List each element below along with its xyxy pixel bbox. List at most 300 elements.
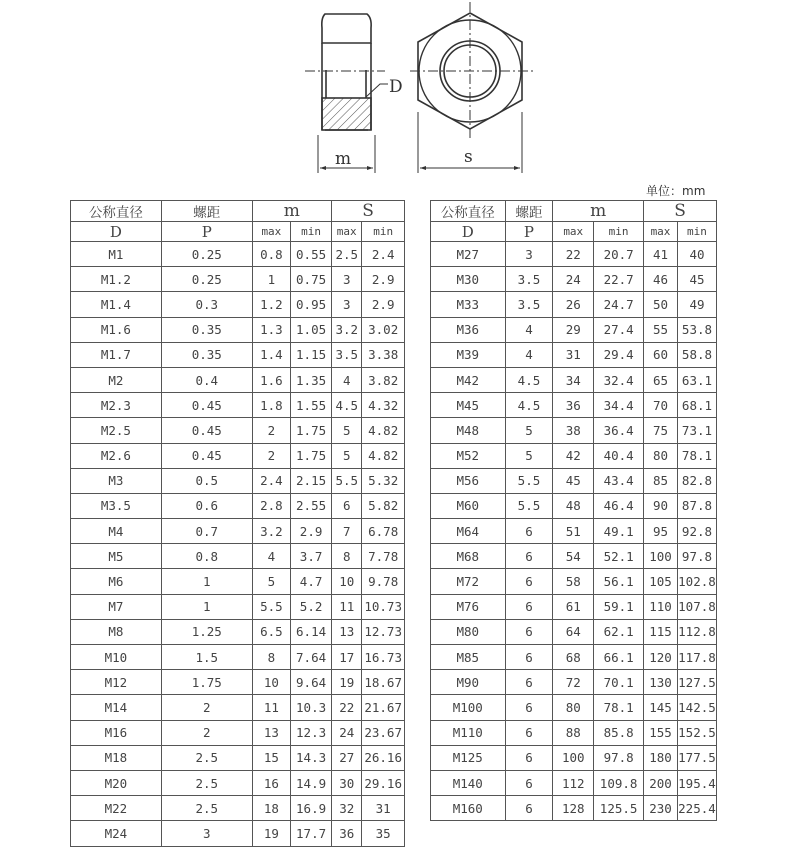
table-row: [431, 770, 717, 795]
header-s: S: [332, 201, 405, 222]
cell-s-min: 4.32: [362, 393, 405, 418]
table-row: [431, 745, 717, 770]
cell-m-max: 5.5: [252, 594, 290, 619]
cell-m-max: 31: [553, 342, 594, 367]
cell-s-max: 85: [644, 468, 678, 493]
label-s: s: [464, 147, 473, 167]
header-nominal-diameter: 公称直径: [431, 201, 506, 222]
table-row: [431, 519, 717, 544]
cell-s-min: 26.16: [362, 745, 405, 770]
table-row: [71, 594, 405, 619]
cell-pitch: 0.45: [161, 418, 252, 443]
cell-s-max: 2.5: [332, 242, 362, 267]
cell-m-max: 11: [252, 695, 290, 720]
hex-nut-drawing: [295, 0, 535, 178]
cell-diameter: M68: [431, 544, 506, 569]
cell-s-min: 2.9: [362, 292, 405, 317]
cell-s-min: 6.78: [362, 519, 405, 544]
cell-s-min: 5.32: [362, 468, 405, 493]
table-row: [431, 544, 717, 569]
table-row: [71, 821, 405, 846]
cell-s-min: 23.67: [362, 720, 405, 745]
table-row: [71, 519, 405, 544]
cell-pitch: 1.75: [161, 670, 252, 695]
cell-diameter: M85: [431, 645, 506, 670]
unit-label: 单位：mm: [646, 184, 706, 198]
cell-m-max: 54: [553, 544, 594, 569]
cell-m-min: 0.75: [291, 267, 332, 292]
cell-m-min: 2.15: [291, 468, 332, 493]
cell-m-min: 20.7: [594, 242, 644, 267]
cell-pitch: 4: [505, 317, 553, 342]
cell-s-max: 30: [332, 770, 362, 795]
cell-pitch: 0.35: [161, 317, 252, 342]
cell-s-max: 7: [332, 519, 362, 544]
cell-m-min: 1.35: [291, 367, 332, 392]
cell-m-max: 10: [252, 670, 290, 695]
table-row: [71, 292, 405, 317]
table-row: [71, 493, 405, 518]
cell-pitch: 1.25: [161, 619, 252, 644]
cell-m-min: 1.55: [291, 393, 332, 418]
cell-s-min: 10.73: [362, 594, 405, 619]
table-row: [431, 342, 717, 367]
table-row: [71, 393, 405, 418]
cell-m-min: 78.1: [594, 695, 644, 720]
cell-pitch: 3: [505, 242, 553, 267]
cell-m-max: 8: [252, 645, 290, 670]
cell-s-min: 49: [677, 292, 716, 317]
cell-m-max: 72: [553, 670, 594, 695]
cell-s-min: 3.82: [362, 367, 405, 392]
cell-m-min: 10.3: [291, 695, 332, 720]
cell-diameter: M7: [71, 594, 162, 619]
cell-pitch: 6: [505, 670, 553, 695]
spec-table-left: [70, 200, 405, 847]
cell-diameter: M8: [71, 619, 162, 644]
cell-s-max: 65: [644, 367, 678, 392]
cell-m-max: 18: [252, 796, 290, 821]
cell-s-max: 6: [332, 493, 362, 518]
cell-pitch: 4.5: [505, 367, 553, 392]
cell-s-min: 63.1: [677, 367, 716, 392]
cell-s-max: 50: [644, 292, 678, 317]
table-row: [431, 418, 717, 443]
cell-s-min: 152.5: [677, 720, 716, 745]
label-m: m: [335, 149, 352, 169]
header-p-symbol: P: [505, 222, 553, 242]
cell-m-max: 15: [252, 745, 290, 770]
cell-diameter: M5: [71, 544, 162, 569]
table-row: [431, 720, 717, 745]
cell-diameter: M36: [431, 317, 506, 342]
cell-pitch: 6: [505, 619, 553, 644]
cell-s-max: 70: [644, 393, 678, 418]
cell-s-min: 9.78: [362, 569, 405, 594]
cell-m-min: 125.5: [594, 796, 644, 821]
cell-diameter: M90: [431, 670, 506, 695]
cell-m-min: 40.4: [594, 443, 644, 468]
cell-m-max: 2.8: [252, 493, 290, 518]
cell-diameter: M2.3: [71, 393, 162, 418]
cell-m-min: 7.64: [291, 645, 332, 670]
cell-diameter: M56: [431, 468, 506, 493]
cell-pitch: 5: [505, 443, 553, 468]
cell-m-min: 1.75: [291, 418, 332, 443]
cell-m-min: 17.7: [291, 821, 332, 846]
cell-pitch: 0.35: [161, 342, 252, 367]
cell-s-min: 58.8: [677, 342, 716, 367]
cell-m-max: 2: [252, 443, 290, 468]
label-D: D: [389, 77, 403, 97]
cell-m-max: 6.5: [252, 619, 290, 644]
cell-s-max: 200: [644, 770, 678, 795]
header-nominal-diameter: 公称直径: [71, 201, 162, 222]
table-row: [431, 292, 717, 317]
cell-s-max: 115: [644, 619, 678, 644]
cell-s-min: 195.4: [677, 770, 716, 795]
cell-diameter: M20: [71, 770, 162, 795]
header-m-max: max: [252, 222, 290, 242]
cell-m-max: 100: [553, 745, 594, 770]
cell-s-max: 5.5: [332, 468, 362, 493]
cell-m-min: 32.4: [594, 367, 644, 392]
cell-diameter: M110: [431, 720, 506, 745]
cell-s-min: 142.5: [677, 695, 716, 720]
cell-m-min: 109.8: [594, 770, 644, 795]
cell-s-min: 5.82: [362, 493, 405, 518]
cell-m-max: 4: [252, 544, 290, 569]
cell-m-max: 24: [553, 267, 594, 292]
cell-pitch: 5: [505, 418, 553, 443]
table-row: [431, 493, 717, 518]
cell-s-min: 53.8: [677, 317, 716, 342]
cell-diameter: M100: [431, 695, 506, 720]
cell-pitch: 0.8: [161, 544, 252, 569]
cell-pitch: 6: [505, 645, 553, 670]
table-row: [71, 367, 405, 392]
cell-s-min: 177.5: [677, 745, 716, 770]
cell-s-max: 180: [644, 745, 678, 770]
cell-s-max: 11: [332, 594, 362, 619]
table-row: [431, 393, 717, 418]
cell-diameter: M1.7: [71, 342, 162, 367]
cell-m-min: 66.1: [594, 645, 644, 670]
cell-m-min: 6.14: [291, 619, 332, 644]
cell-pitch: 0.45: [161, 393, 252, 418]
cell-m-min: 1.15: [291, 342, 332, 367]
cell-s-max: 13: [332, 619, 362, 644]
cell-diameter: M18: [71, 745, 162, 770]
cell-s-min: 73.1: [677, 418, 716, 443]
cell-m-max: 112: [553, 770, 594, 795]
cell-pitch: 3.5: [505, 267, 553, 292]
spec-table-right: [430, 200, 717, 821]
cell-m-min: 27.4: [594, 317, 644, 342]
cell-s-min: 2.4: [362, 242, 405, 267]
cell-s-max: 155: [644, 720, 678, 745]
cell-m-min: 0.55: [291, 242, 332, 267]
cell-m-min: 16.9: [291, 796, 332, 821]
table-row: [71, 468, 405, 493]
cell-m-max: 1.6: [252, 367, 290, 392]
cell-s-min: 29.16: [362, 770, 405, 795]
cell-diameter: M2.5: [71, 418, 162, 443]
cell-m-max: 0.8: [252, 242, 290, 267]
cell-m-max: 51: [553, 519, 594, 544]
cell-m-max: 2.4: [252, 468, 290, 493]
cell-s-min: 225.4: [677, 796, 716, 821]
cell-s-min: 107.8: [677, 594, 716, 619]
cell-s-max: 4.5: [332, 393, 362, 418]
cell-m-max: 1.3: [252, 317, 290, 342]
cell-diameter: M48: [431, 418, 506, 443]
header-m-max: max: [553, 222, 594, 242]
cell-pitch: 6: [505, 544, 553, 569]
cell-m-max: 13: [252, 720, 290, 745]
cell-m-min: 36.4: [594, 418, 644, 443]
header-m-min: min: [594, 222, 644, 242]
cell-diameter: M4: [71, 519, 162, 544]
header-pitch: 螺距: [161, 201, 252, 222]
cell-s-max: 110: [644, 594, 678, 619]
cell-s-min: 35: [362, 821, 405, 846]
cell-s-max: 27: [332, 745, 362, 770]
cell-pitch: 0.45: [161, 443, 252, 468]
cell-pitch: 4.5: [505, 393, 553, 418]
table-row: [431, 796, 717, 821]
cell-s-min: 112.8: [677, 619, 716, 644]
cell-pitch: 2.5: [161, 745, 252, 770]
cell-s-max: 19: [332, 670, 362, 695]
cell-m-min: 14.3: [291, 745, 332, 770]
cell-diameter: M1.4: [71, 292, 162, 317]
cell-m-max: 1.4: [252, 342, 290, 367]
cell-m-max: 61: [553, 594, 594, 619]
cell-m-min: 29.4: [594, 342, 644, 367]
cell-diameter: M24: [71, 821, 162, 846]
cell-s-min: 12.73: [362, 619, 405, 644]
cell-s-max: 80: [644, 443, 678, 468]
cell-pitch: 0.3: [161, 292, 252, 317]
cell-s-max: 95: [644, 519, 678, 544]
cell-diameter: M140: [431, 770, 506, 795]
table-row: [431, 367, 717, 392]
header-m-min: min: [291, 222, 332, 242]
cell-diameter: M160: [431, 796, 506, 821]
cell-pitch: 2.5: [161, 770, 252, 795]
cell-s-max: 36: [332, 821, 362, 846]
header-s-min: min: [362, 222, 405, 242]
cell-diameter: M3: [71, 468, 162, 493]
cell-diameter: M45: [431, 393, 506, 418]
cell-diameter: M2: [71, 367, 162, 392]
header-d-symbol: D: [71, 222, 162, 242]
cell-s-max: 230: [644, 796, 678, 821]
cell-diameter: M27: [431, 242, 506, 267]
table-row: [431, 645, 717, 670]
cell-diameter: M60: [431, 493, 506, 518]
cell-pitch: 0.4: [161, 367, 252, 392]
cell-m-max: 2: [252, 418, 290, 443]
cell-diameter: M22: [71, 796, 162, 821]
cell-m-max: 42: [553, 443, 594, 468]
cell-s-max: 41: [644, 242, 678, 267]
cell-s-min: 3.02: [362, 317, 405, 342]
header-s-max: max: [332, 222, 362, 242]
cell-pitch: 6: [505, 720, 553, 745]
cell-s-max: 8: [332, 544, 362, 569]
cell-s-max: 100: [644, 544, 678, 569]
cell-diameter: M72: [431, 569, 506, 594]
cell-s-min: 4.82: [362, 443, 405, 468]
header-s-max: max: [644, 222, 678, 242]
cell-diameter: M125: [431, 745, 506, 770]
cell-pitch: 6: [505, 519, 553, 544]
table-row: [71, 418, 405, 443]
cell-s-min: 97.8: [677, 544, 716, 569]
header-pitch: 螺距: [505, 201, 553, 222]
cell-m-min: 2.55: [291, 493, 332, 518]
header-p-symbol: P: [161, 222, 252, 242]
cell-s-min: 117.8: [677, 645, 716, 670]
table-row: [431, 569, 717, 594]
cell-s-max: 105: [644, 569, 678, 594]
cell-m-min: 43.4: [594, 468, 644, 493]
cell-m-max: 5: [252, 569, 290, 594]
cell-s-max: 3.2: [332, 317, 362, 342]
cell-m-max: 26: [553, 292, 594, 317]
cell-m-max: 64: [553, 619, 594, 644]
table-row: [431, 468, 717, 493]
cell-m-max: 1: [252, 267, 290, 292]
cell-s-max: 145: [644, 695, 678, 720]
cell-s-max: 60: [644, 342, 678, 367]
cell-s-max: 75: [644, 418, 678, 443]
cell-pitch: 0.5: [161, 468, 252, 493]
header-d-symbol: D: [431, 222, 506, 242]
cell-pitch: 0.7: [161, 519, 252, 544]
table-row: [71, 242, 405, 267]
cell-s-min: 7.78: [362, 544, 405, 569]
table-row: [71, 619, 405, 644]
table-row: [71, 695, 405, 720]
cell-diameter: M12: [71, 670, 162, 695]
cell-pitch: 6: [505, 796, 553, 821]
cell-pitch: 1: [161, 594, 252, 619]
cell-diameter: M52: [431, 443, 506, 468]
cell-m-max: 36: [553, 393, 594, 418]
cell-s-max: 5: [332, 418, 362, 443]
cell-s-max: 4: [332, 367, 362, 392]
cell-m-max: 1.2: [252, 292, 290, 317]
cell-pitch: 1: [161, 569, 252, 594]
cell-m-min: 52.1: [594, 544, 644, 569]
table-row: [71, 443, 405, 468]
cell-diameter: M33: [431, 292, 506, 317]
cell-m-min: 3.7: [291, 544, 332, 569]
cell-s-min: 45: [677, 267, 716, 292]
cell-s-min: 82.8: [677, 468, 716, 493]
table-row: [71, 796, 405, 821]
cell-pitch: 0.25: [161, 267, 252, 292]
cell-pitch: 6: [505, 569, 553, 594]
cell-s-max: 90: [644, 493, 678, 518]
cell-m-min: 22.7: [594, 267, 644, 292]
cell-s-max: 22: [332, 695, 362, 720]
table-row: [71, 645, 405, 670]
table-row: [71, 569, 405, 594]
cell-pitch: 5.5: [505, 468, 553, 493]
cell-m-max: 19: [252, 821, 290, 846]
cell-m-max: 1.8: [252, 393, 290, 418]
cell-s-min: 87.8: [677, 493, 716, 518]
cell-s-max: 17: [332, 645, 362, 670]
cell-m-max: 58: [553, 569, 594, 594]
table-row: [71, 770, 405, 795]
cell-m-max: 16: [252, 770, 290, 795]
cell-diameter: M6: [71, 569, 162, 594]
table-row: [71, 670, 405, 695]
cell-s-max: 3: [332, 292, 362, 317]
table-row: [431, 619, 717, 644]
cell-pitch: 2.5: [161, 796, 252, 821]
cell-diameter: M39: [431, 342, 506, 367]
cell-s-min: 18.67: [362, 670, 405, 695]
cell-diameter: M2.6: [71, 443, 162, 468]
table-row: [431, 267, 717, 292]
cell-m-min: 85.8: [594, 720, 644, 745]
cell-s-max: 120: [644, 645, 678, 670]
cell-m-max: 3.2: [252, 519, 290, 544]
cell-s-min: 2.9: [362, 267, 405, 292]
cell-s-max: 24: [332, 720, 362, 745]
cell-m-max: 68: [553, 645, 594, 670]
cell-pitch: 2: [161, 720, 252, 745]
cell-s-min: 3.38: [362, 342, 405, 367]
cell-m-min: 59.1: [594, 594, 644, 619]
table-row: [431, 242, 717, 267]
cell-diameter: M76: [431, 594, 506, 619]
cell-s-max: 3.5: [332, 342, 362, 367]
cell-m-max: 34: [553, 367, 594, 392]
header-s: S: [644, 201, 717, 222]
cell-diameter: M1.2: [71, 267, 162, 292]
cell-pitch: 0.6: [161, 493, 252, 518]
cell-m-min: 56.1: [594, 569, 644, 594]
cell-diameter: M14: [71, 695, 162, 720]
cell-s-min: 102.8: [677, 569, 716, 594]
cell-m-min: 5.2: [291, 594, 332, 619]
cell-m-max: 128: [553, 796, 594, 821]
cell-s-min: 4.82: [362, 418, 405, 443]
cell-pitch: 3.5: [505, 292, 553, 317]
cell-m-min: 97.8: [594, 745, 644, 770]
cell-pitch: 6: [505, 745, 553, 770]
cell-pitch: 3: [161, 821, 252, 846]
cell-m-min: 70.1: [594, 670, 644, 695]
cell-m-max: 80: [553, 695, 594, 720]
cell-pitch: 6: [505, 594, 553, 619]
cell-pitch: 2: [161, 695, 252, 720]
cell-s-max: 5: [332, 443, 362, 468]
header-m: m: [252, 201, 331, 222]
cell-m-min: 9.64: [291, 670, 332, 695]
cell-s-min: 16.73: [362, 645, 405, 670]
cell-m-min: 49.1: [594, 519, 644, 544]
cell-pitch: 0.25: [161, 242, 252, 267]
cell-m-max: 88: [553, 720, 594, 745]
